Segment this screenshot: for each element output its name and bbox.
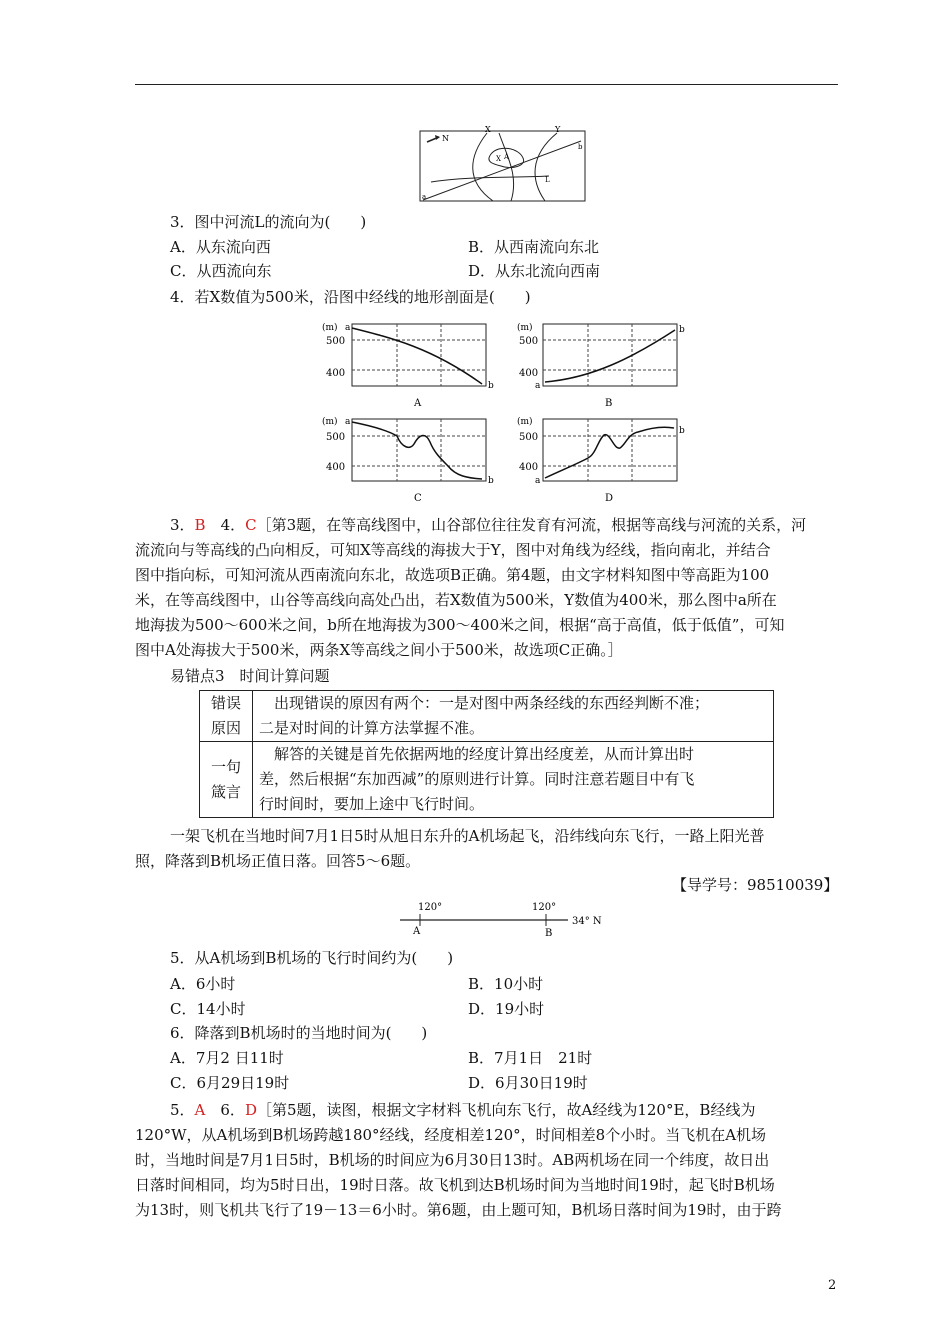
profile-b-b-label: b (679, 325, 685, 335)
table-value-cell (253, 691, 774, 742)
profile-d (517, 416, 685, 504)
longitude-diagram (398, 898, 608, 940)
intro-line-2: 照，降落到B机场正值日落。回答5～6题。 (135, 852, 421, 870)
profile-d-caption: D (605, 493, 614, 504)
answer34-line-1 (170, 513, 806, 538)
profile-c-b-label: b (488, 476, 494, 486)
q6-option-d: D．6月30日19时 (468, 1074, 588, 1092)
profile-a-a-label: a (345, 323, 351, 333)
profile-b-caption: B (605, 398, 613, 409)
profile-d-500: 500 (519, 432, 539, 443)
profile-a (322, 322, 494, 409)
profile-a-unit: (m) (322, 323, 338, 333)
q5-stem: 5．从A机场到B机场的飞行时间约为( ) (170, 949, 454, 967)
q6-option-b: B．7月1日 21时 (468, 1049, 593, 1067)
y-label: Y (555, 126, 561, 134)
answer34-line-3: 图中指向标，可知河流从西南流向东北，故选项B正确。第4题，由文字材料知图中等高距为100 (135, 566, 770, 584)
profile-d-b-label: b (679, 426, 685, 436)
answer56-line-4: 日落时间相同，均为5时日出，19时日落。故飞机到达B机场时间为当地时间19时，起飞时B机场 (135, 1176, 775, 1194)
north-label: N (442, 134, 449, 143)
table-key-cell (200, 691, 253, 742)
lat-label: 34° N (572, 916, 602, 927)
x2-label: X (496, 155, 501, 163)
meridian-diagonal (423, 141, 581, 200)
answer56-mid: 6． (205, 1101, 245, 1119)
point-a-label: A (413, 926, 421, 937)
page-number: 2 (828, 1278, 837, 1293)
answer34-line-5: 地海拔为500～600米之间，b所在地海拔为300～400米之间，根据“高于高值，低于低值”，可知 (135, 616, 785, 634)
q4-stem: 4．若X数值为500米，沿图中经线的地形剖面是( ) (170, 288, 531, 306)
profile-a-500: 500 (326, 336, 346, 347)
a-point-label: A (504, 153, 510, 161)
answer-4: C (245, 516, 257, 534)
profile-c-a-label: a (345, 417, 351, 427)
profile-a-caption: A (414, 398, 422, 409)
profile-b (517, 322, 685, 409)
profile-d-unit: (m) (517, 417, 533, 427)
q6-stem: 6．降落到B机场时的当地时间为( ) (170, 1024, 428, 1042)
profile-c-500: 500 (326, 432, 346, 443)
table-row (200, 742, 774, 818)
profile-c (322, 416, 494, 504)
table-value-line: 二是对时间的计算方法掌握不准。 (259, 719, 485, 737)
table-value-line: 行时间时，要加上途中飞行时间。 (259, 795, 485, 813)
profile-c-unit: (m) (322, 417, 338, 427)
profile-c-caption: C (414, 493, 422, 504)
l-label: L (545, 176, 550, 184)
answer-6: D (244, 1101, 257, 1119)
table-value-cell (253, 742, 774, 818)
answer-3: B (194, 516, 206, 534)
table-value-line: 差，然后根据“东加西减”的原则进行计算。同时注意若题目中有飞 (259, 770, 695, 788)
table-key-line: 一句 (210, 757, 241, 776)
table-value-line: 出现错误的原因有两个：一是对图中两条经线的东西经判断不准； (259, 694, 710, 712)
contour-y (535, 133, 557, 201)
profile-b-unit: (m) (517, 323, 533, 333)
tips-table (199, 690, 774, 818)
profile-a-400: 400 (326, 368, 346, 379)
table-key-line: 错误 (210, 694, 241, 712)
intro-line-1: 一架飞机在当地时间7月1日5时从旭日东升的A机场起飞，沿纬线向东飞行，一路上阳光普 (170, 827, 765, 845)
answer56-line-5: 为13时，则飞机共飞行了19－13＝6小时。第6题，由上题可知，B机场日落时间为19时，由于跨 (135, 1201, 782, 1219)
contour-x (473, 133, 493, 201)
guide-number: 【导学号：98510039】 (672, 876, 839, 894)
header-rule (135, 84, 838, 85)
river-l (431, 176, 549, 182)
section-title: 易错点3 时间计算问题 (170, 667, 330, 685)
profile-d-a-label: a (535, 476, 541, 486)
q5-option-d: D．19小时 (468, 1000, 545, 1018)
table-key-line: 原因 (210, 719, 241, 737)
q5-option-b: B．10小时 (468, 975, 544, 993)
answer56-line-3: 时，当地时间是7月1日5时，B机场的时间应为6月30日13时。AB两机场在同一个纬度，故日出 (135, 1151, 770, 1169)
answer34-mid: 4． (205, 516, 246, 534)
lon-b-label: 120° (532, 902, 557, 913)
answer56-line-1 (170, 1098, 755, 1123)
a-label: a (422, 193, 427, 201)
table-key-cell (200, 742, 253, 818)
answer34-prefix: 3． (170, 516, 195, 534)
answer-5: A (194, 1101, 206, 1119)
q5-option-c: C．14小时 (170, 1000, 246, 1018)
table-row (200, 691, 774, 742)
lon-a-label: 120° (418, 902, 443, 913)
q3-option-b: B．从西南流向东北 (468, 238, 600, 256)
profiles-figure (322, 318, 692, 510)
answer34-line-2: 流流向与等高线的凸向相反，可知X等高线的海拔大于Y，图中对角线为经线，指向南北，并结合 (135, 541, 771, 559)
profile-a-b-label: b (488, 381, 494, 391)
profile-b-400: 400 (519, 368, 539, 379)
q3-option-a: A．从东流向西 (170, 238, 271, 256)
profile-d-400: 400 (519, 462, 539, 473)
x-label: X (485, 126, 491, 134)
q6-option-a: A．7月2 日11时 (170, 1049, 284, 1067)
table-key-line: 箴言 (210, 782, 241, 801)
answer34-rest: ［第3题，在等高线图中，山谷部位往往发育有河流，根据等高线与河流的关系，河 (256, 516, 807, 534)
point-b-label: B (545, 928, 553, 939)
q6-option-c: C．6月29日19时 (170, 1074, 290, 1092)
q5-option-a: A．6小时 (170, 975, 236, 993)
answer56-prefix: 5． (170, 1101, 195, 1119)
answer56-rest: ［第5题，读图，根据文字材料飞机向东飞行，故A经线为120°E，B经线为 (256, 1101, 756, 1119)
profile-c-400: 400 (326, 462, 346, 473)
profile-b-a-label: a (535, 381, 541, 391)
q3-option-c: C．从西流向东 (170, 262, 272, 280)
contour-map-figure (419, 126, 587, 204)
answer34-line-4: 米，在等高线图中，山谷等高线向高处凸出，若X数值为500米，Y数值为400米，那么图中a所在 (135, 591, 777, 609)
answer34-line-6: 图中A处海拔大于500米，两条X等高线之间小于500米，故选项C正确。］ (135, 641, 623, 659)
q3-stem: 3．图中河流L的流向为( ) (170, 213, 367, 231)
profile-b-500: 500 (519, 336, 539, 347)
answer56-line-2: 120°W，从A机场到B机场跨越180°经线，经度相差120°，时间相差8个小时。当飞机在A机场 (135, 1126, 767, 1144)
q3-option-d: D．从东北流向西南 (468, 262, 601, 280)
b-label: b (578, 143, 583, 151)
table-value-line: 解答的关键是首先依据两地的经度计算出经度差，从而计算出时 (259, 745, 695, 763)
